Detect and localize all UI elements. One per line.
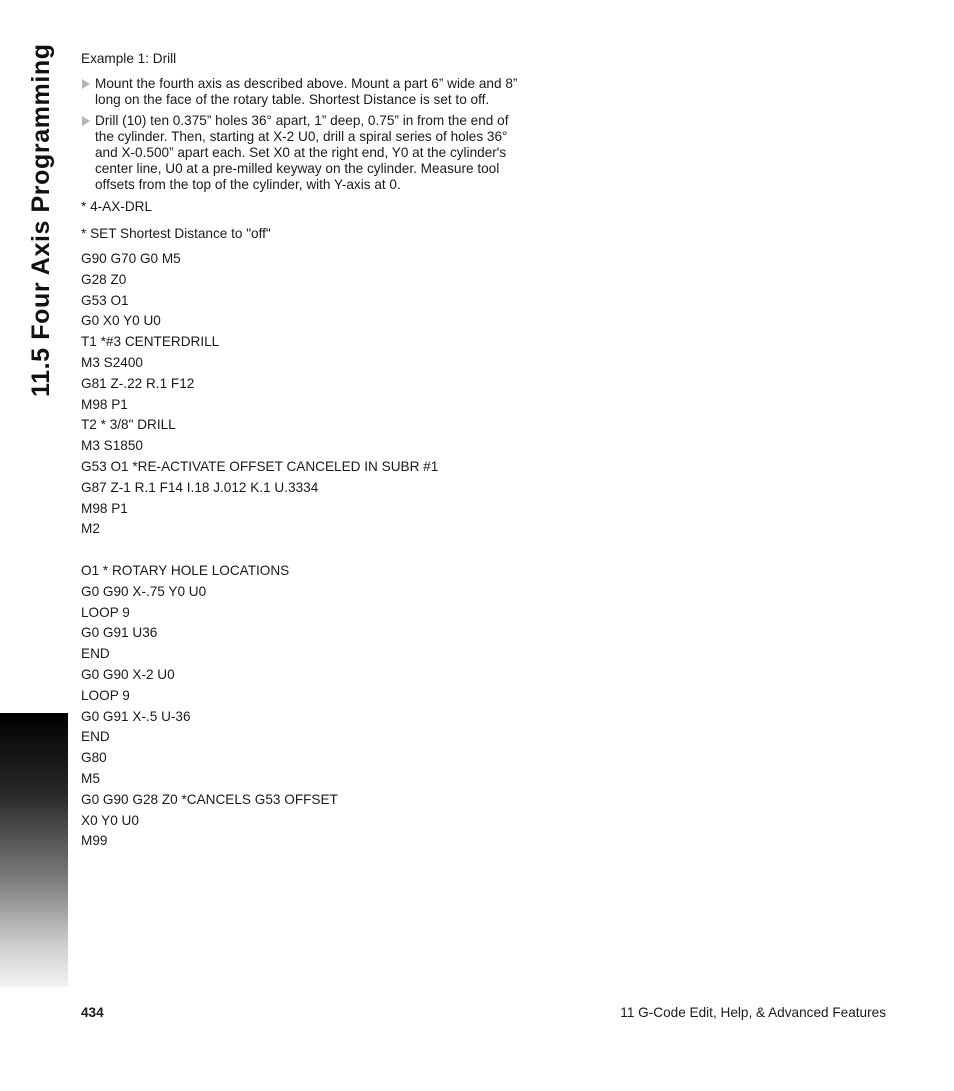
code-line: END (81, 729, 110, 745)
code-line (81, 540, 526, 561)
code-line: G80 (81, 750, 107, 766)
code-line: X0 Y0 U0 (81, 812, 139, 828)
code-line: M98 P1 (81, 500, 128, 516)
instruction-bullet (81, 76, 526, 108)
code-line: G0 G91 X-.5 U-36 (81, 708, 191, 724)
program-comment: * SET Shortest Distance to "off" (81, 226, 271, 241)
code-line: G53 O1 (81, 292, 129, 308)
instruction-text: Mount the fourth axis as described above. Mount a part 6” wide and 8” long on the face of the rotary table. Shortest Distance is set to off. (95, 76, 518, 107)
example-heading: Example 1: Drill (81, 51, 177, 66)
code-line: M5 (81, 770, 100, 786)
code-line: T1 *#3 CENTERDRILL (81, 334, 220, 350)
code-line: M3 S2400 (81, 354, 143, 370)
code-line: M3 S1850 (81, 438, 143, 454)
page-number: 434 (81, 1005, 104, 1020)
instruction-bullet (81, 113, 526, 193)
program-comment: * 4-AX-DRL (81, 199, 153, 214)
triangle-bullet-icon (82, 79, 90, 89)
side-section-title (24, 43, 58, 397)
code-line: T2 * 3/8" DRILL (81, 417, 176, 433)
code-line: G0 X0 Y0 U0 (81, 313, 161, 329)
code-line: G28 Z0 (81, 271, 127, 287)
code-line: G0 G90 X-.75 Y0 U0 (81, 583, 207, 599)
code-line: G53 O1 *RE-ACTIVATE OFFSET CANCELED IN SUBR #1 (81, 458, 439, 474)
code-line: LOOP 9 (81, 687, 130, 703)
code-line: LOOP 9 (81, 604, 130, 620)
instruction-text: Drill (10) ten 0.375” holes 36° apart, 1” deep, 0.75” in from the end of the cylinder. Then, starting at X-2 U0, drill a spiral series of holes 36° and X-0.500” apart each. Set X0 at the right end, Y0 at the cylinder's center line, U0 at a pre-milled keyway on the cylinder. Measure tool offsets from the top of the cylinder, with Y-axis at 0. (95, 113, 509, 192)
code-line: O1 * ROTARY HOLE LOCATIONS (81, 562, 290, 578)
code-line: M98 P1 (81, 396, 128, 412)
code-line: G81 Z-.22 R.1 F12 (81, 375, 195, 391)
code-line: G87 Z-1 R.1 F14 I.18 J.012 K.1 U.3334 (81, 479, 319, 495)
gcode-listing (81, 249, 526, 852)
code-line: END (81, 646, 110, 662)
code-line: G90 G70 G0 M5 (81, 251, 181, 266)
code-line: G0 G90 G28 Z0 *CANCELS G53 OFFSET (81, 791, 338, 807)
main-content (81, 50, 526, 852)
code-line: G0 G91 U36 (81, 625, 158, 641)
section-title-text: 11.5 Four Axis Programming (27, 43, 55, 397)
code-line: M99 (81, 833, 108, 849)
chapter-title: 11 G-Code Edit, Help, & Advanced Features (620, 1005, 886, 1020)
side-gradient-bar (0, 713, 68, 987)
code-line: G0 G90 X-2 U0 (81, 666, 175, 682)
triangle-bullet-icon (82, 116, 90, 126)
code-line: M2 (81, 521, 100, 537)
